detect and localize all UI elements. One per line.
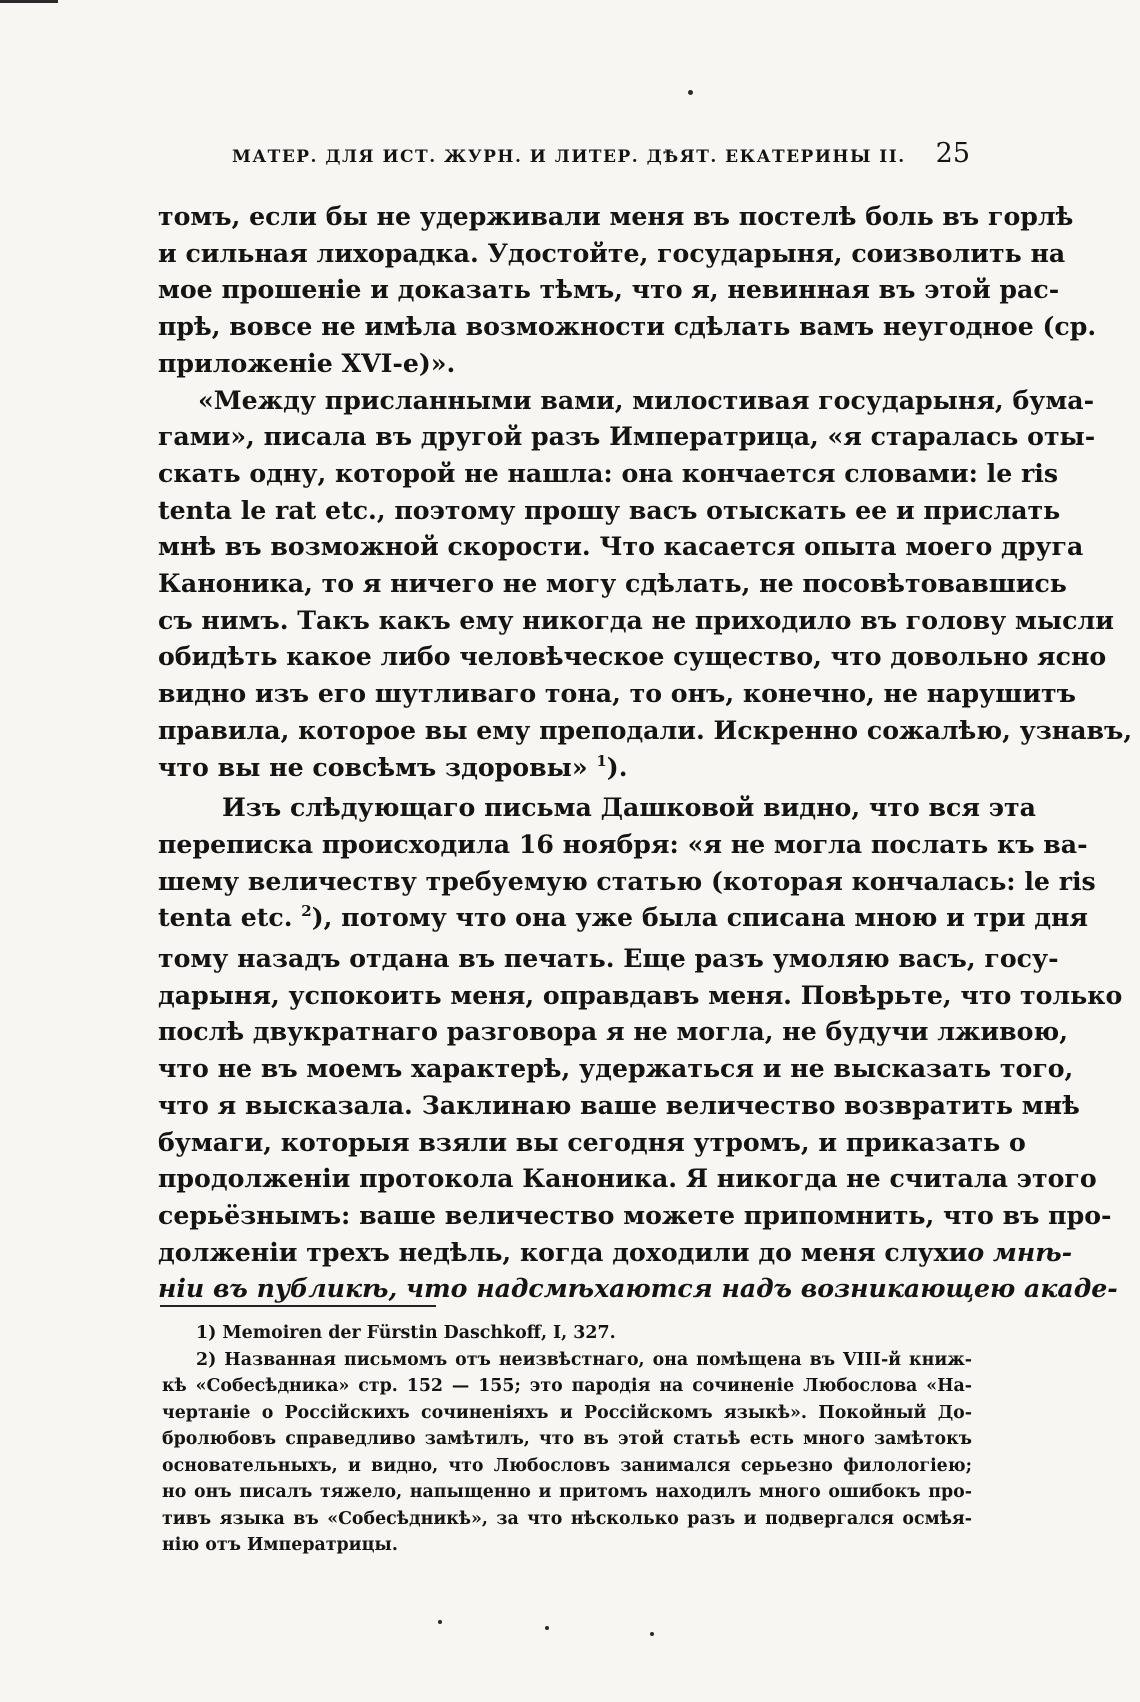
footnote-2-line: но онъ писалъ тяжело, напыщенно и притомъ находилъ много ошибокъ про-: [162, 1482, 972, 1502]
text-line: тому назадъ отдана въ печать. Еще разъ умоляю васъ, госу-: [158, 943, 1059, 974]
text-line: Изъ слѣдующаго письма Дашковой видно, что вся эта: [222, 792, 1036, 823]
footnote-2-line: кѣ «Собесѣдника» стр. 152 — 155; это пародія на сочиненіе Любослова «На-: [162, 1376, 972, 1396]
footnote-ref-2: 2: [301, 902, 312, 921]
footnote-rule: [160, 1305, 436, 1307]
text-line: переписка происходила 16 ноября: «я не могла послать къ ва-: [158, 828, 1088, 859]
main-text: [158, 198, 1133, 1307]
print-speck: [545, 1626, 549, 1630]
text-line: мнѣ въ возможной скорости. Что касается опыта моего друга: [158, 531, 1084, 562]
footnote-2-line: нію отъ Императрицы.: [162, 1535, 398, 1555]
text-line: ніи въ публикѣ, что надсмѣхаются надъ возникающею акаде-: [158, 1273, 1118, 1304]
print-speck: [688, 90, 693, 95]
footnote-2-line: основательныхъ, и видно, что Любословъ занимался серьезно филологіею;: [162, 1455, 972, 1476]
footnote-1: 1) Memoiren der Fürstin Daschkoff, I, 327.: [196, 1323, 616, 1343]
print-speck: [438, 1620, 442, 1624]
text-segment: tenta etc.: [158, 902, 293, 933]
running-header: [232, 138, 970, 178]
text-line: послѣ двукратнаго разговора я не могла, не будучи лживою,: [158, 1016, 1069, 1047]
running-title: МАТЕР. ДЛЯ ИСТ. ЖУРН. И ЛИТЕР. ДѢЯТ. ЕКАТЕРИНЫ II.: [232, 147, 906, 167]
text-line: скать одну, которой не нашла: она кончается словами: le ris: [158, 457, 1059, 488]
text-line: томъ, если бы не удерживали меня въ постелѣ боль въ горлѣ: [158, 201, 1074, 231]
page-number: 25: [935, 138, 970, 169]
text-line: бумаги, которыя взяли вы сегодня утромъ, и приказать о: [158, 1126, 1026, 1157]
closing-punctuation: ).: [606, 751, 628, 782]
text-line: шему величеству требуемую статью (которая кончалась: le ris: [158, 865, 1096, 896]
footnote-2-line: чертаніе о Россійскихъ сочиненіяхъ и Россійскомъ языкѣ». Покойный До-: [162, 1402, 972, 1423]
text-line: дарыня, успокоить меня, оправдавъ меня. Повѣрьте, что только: [158, 979, 1123, 1010]
footnotes: [162, 1320, 972, 1559]
text-line: правила, которое вы ему преподали. Искренно сожалѣю, узнавъ,: [158, 714, 1133, 745]
text-line: [158, 1234, 1073, 1271]
text-line: [158, 749, 974, 790]
text-line: что не въ моемъ характерѣ, удержаться и не высказать того,: [158, 1053, 1074, 1084]
footnote-2-line: тивъ языка въ «Собесѣдникѣ», за что нѣсколько разъ и подвергался осмѣя-: [162, 1508, 972, 1529]
text-line: серьёзнымъ: ваше величество можете припомнить, что въ про-: [158, 1199, 1112, 1230]
top-edge-rule: [0, 0, 58, 3]
text-segment: что вы не совсѣмъ здоровы»: [158, 751, 588, 782]
text-line: Каноника, то я ничего не могу сдѣлать, не посовѣтовавшись: [158, 568, 1067, 599]
text-line: приложеніе XVI-е)».: [158, 347, 456, 378]
text-segment: долженіи трехъ недѣль, когда доходили до меня слухи: [158, 1236, 968, 1267]
text-line: продолженіи протокола Каноника. Я никогда не считала этого: [158, 1163, 1097, 1194]
print-speck: [650, 1632, 654, 1636]
text-line: [158, 899, 1089, 940]
text-line: видно изъ его шутливаго тона, то онъ, конечно, не нарушитъ: [158, 678, 1076, 709]
footnote-2-line: 2) Названная письмомъ отъ неизвѣстнаго, она помѣщена въ VIII-й книж-: [196, 1349, 972, 1370]
text-line: гами», писала въ другой разъ Императрица, «я старалась оты-: [158, 421, 1096, 452]
footnote-ref-1: 1: [596, 751, 607, 770]
text-line: обидѣть какое либо человѣческое существо, что довольно ясно: [158, 641, 1107, 672]
text-line: съ нимъ. Такъ какъ ему никогда не приходило въ голову мысли: [158, 604, 1114, 635]
text-line: мое прошеніе и доказать тѣмъ, что я, невинная въ этой рас-: [158, 274, 1060, 305]
italic-segment: о мнѣ-: [967, 1236, 1073, 1267]
text-line: прѣ, вовсе не имѣла возможности сдѣлать вамъ неугодное (ср.: [158, 311, 1097, 342]
text-line: tenta le rat etc., поэтому прошу васъ отыскать ее и прислать: [158, 494, 1061, 525]
footnote-2-line: бролюбовъ справедливо замѣтилъ, что въ этой статьѣ есть много замѣтокъ: [162, 1429, 972, 1449]
text-line: что я высказала. Заклинаю ваше величество возвратить мнѣ: [158, 1089, 1080, 1120]
text-line: и сильная лихорадка. Удостойте, государыня, соизволить на: [158, 237, 1066, 268]
text-segment: ), потому что она уже была списана мною и три дня: [311, 902, 1089, 933]
text-line: «Между присланными вами, милостивая государыня, бума-: [198, 384, 1095, 415]
